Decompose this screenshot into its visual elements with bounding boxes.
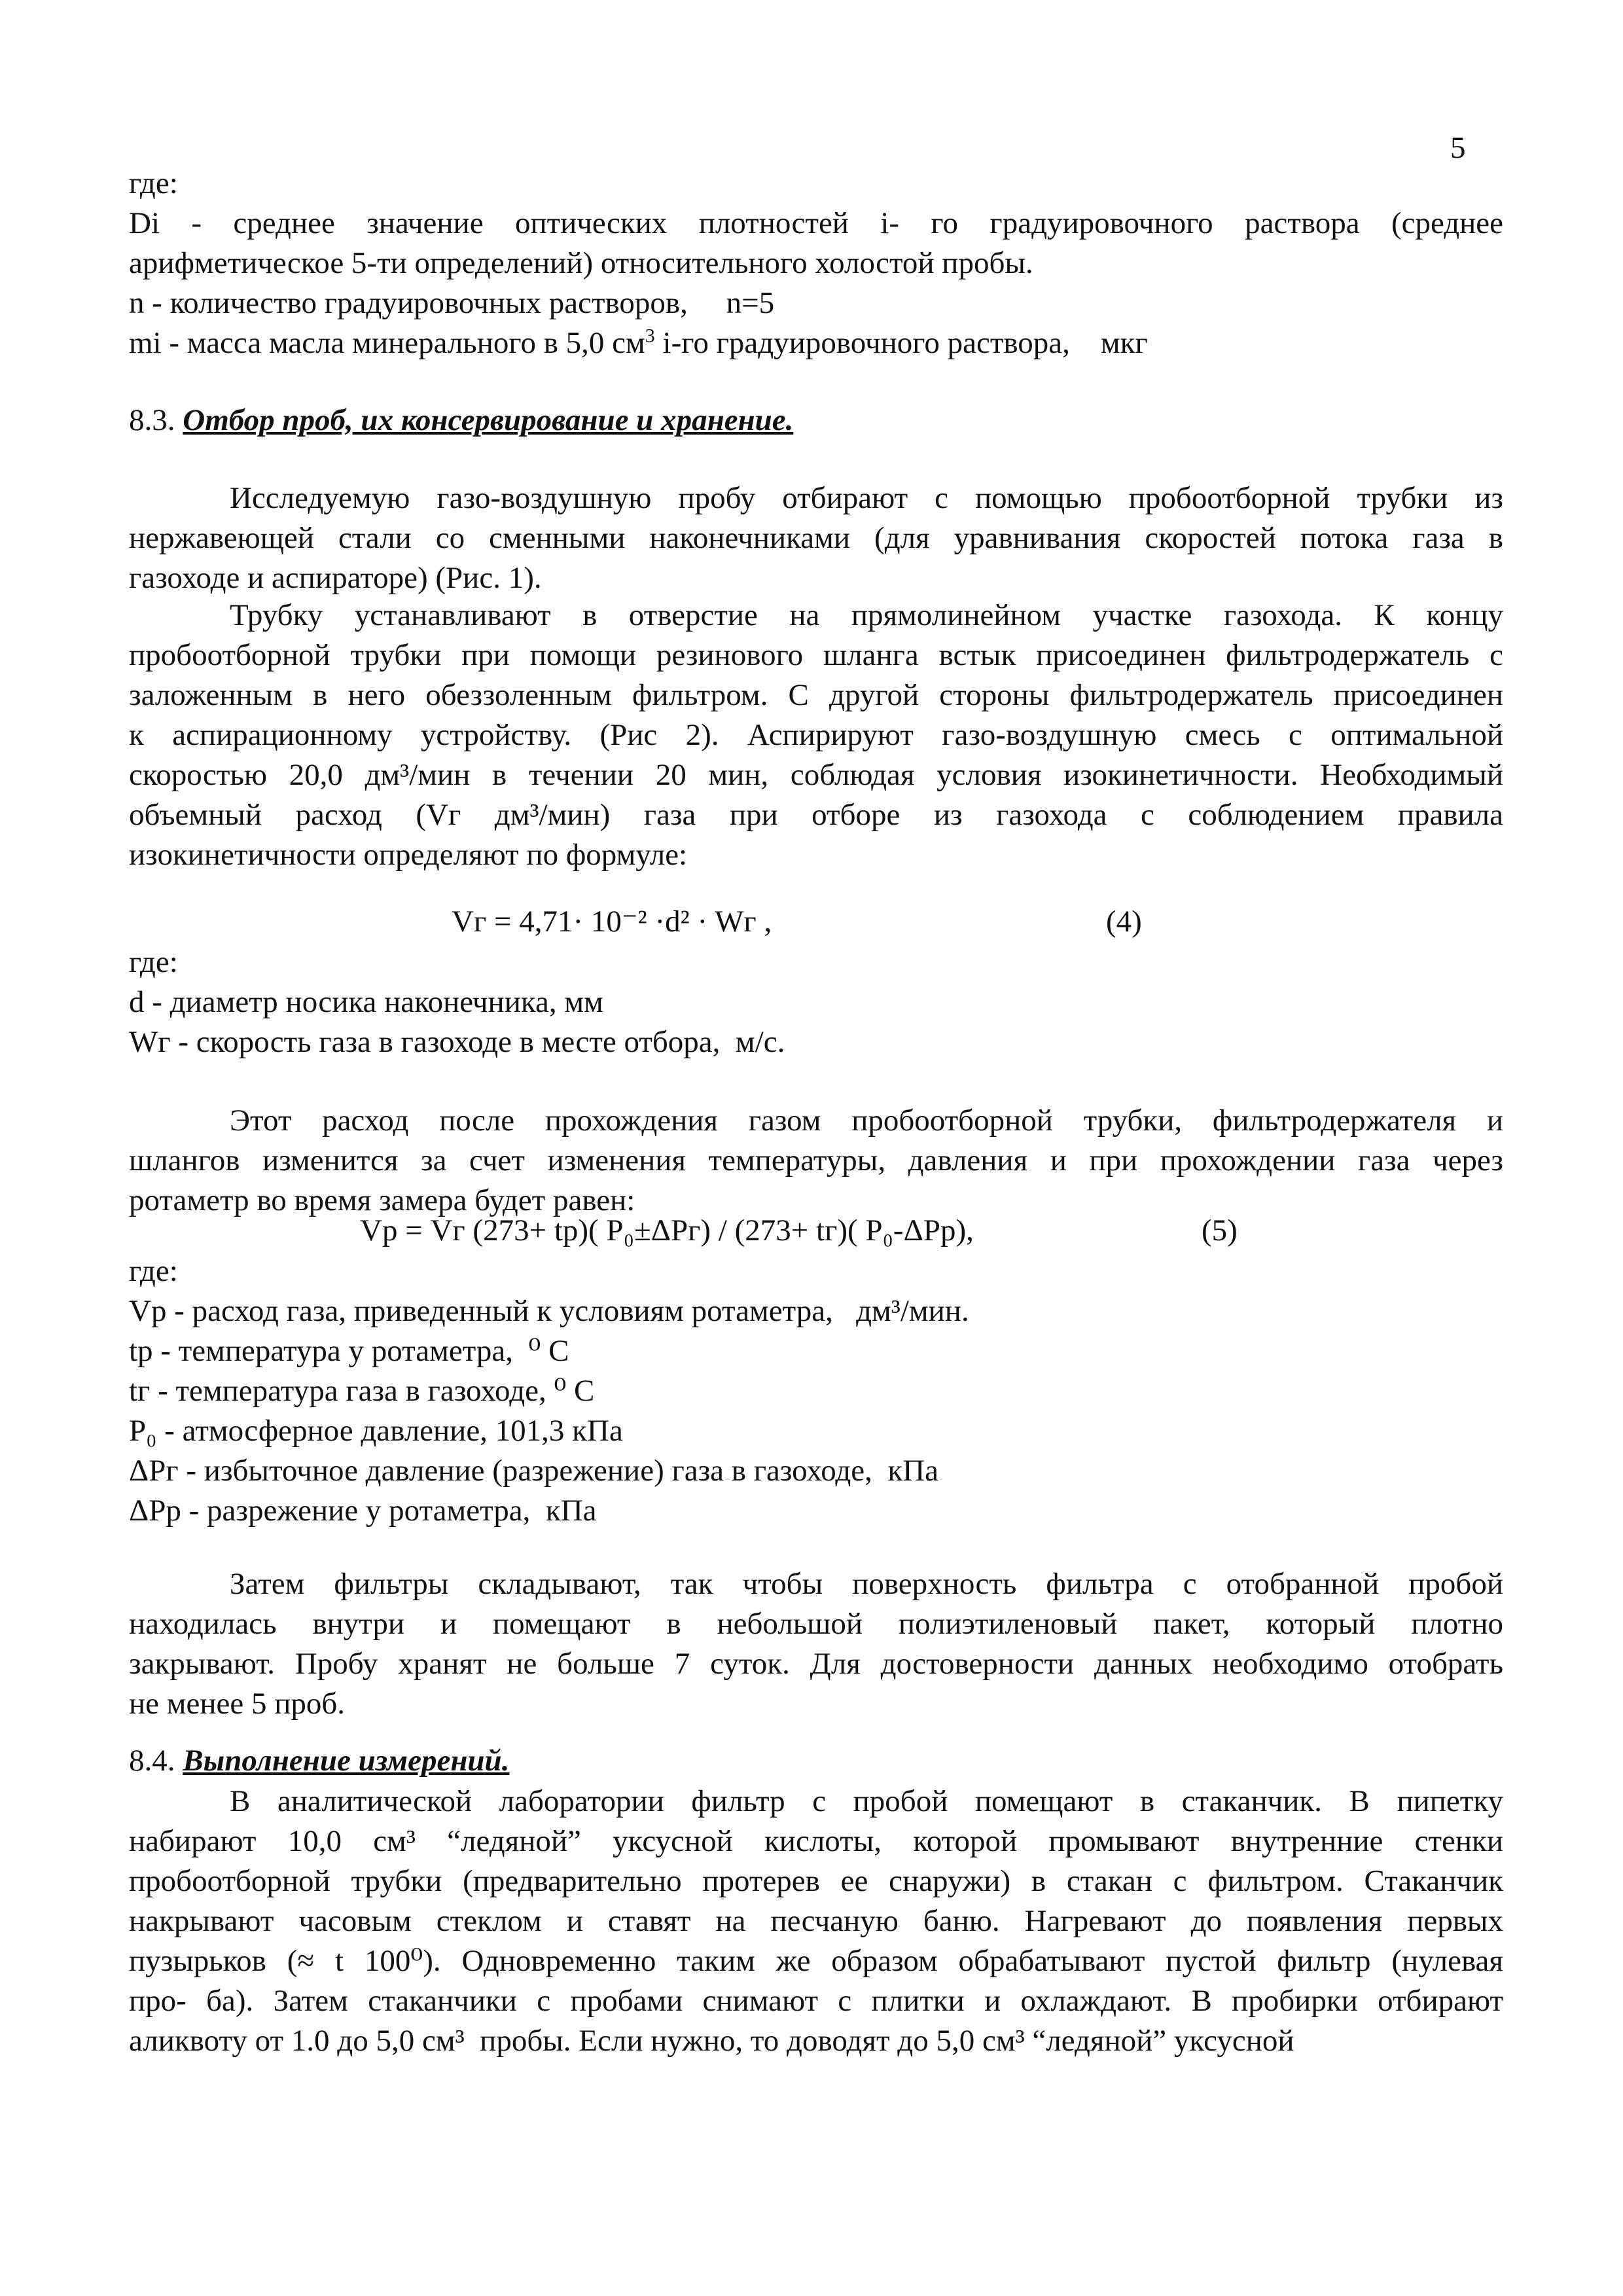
paragraph-line: заложенным в него обеззоленным фильтром. С другой стороны фильтродержатель присоединен [129, 678, 1503, 712]
section-8-3-paragraph-1 [129, 478, 1503, 598]
definition-line: ΔPр - разрежение у ротаметра, кПа [129, 1494, 597, 1528]
paragraph-line: набирают 10,0 см³ “ледяной” уксусной кислоты, которой промывают внутренние стенки [129, 1824, 1503, 1858]
di-definition-line-2: арифметическое 5-ти определений) относительного холостой пробы. [129, 246, 1033, 280]
mi-definition-part-b: i-го градуировочного раствора, мкг [654, 326, 1148, 360]
page-number: 5 [1450, 131, 1466, 165]
d-definition: d - диаметр носика наконечника, мм [129, 985, 603, 1019]
section-8-4-heading [129, 1741, 1503, 1781]
n-definition: n - количество градуировочных растворов, n=5 [129, 286, 775, 320]
section-8-3-number: 8.3. [129, 403, 183, 437]
paragraph-line: пробоотборной трубки при помощи резинового шланга встык присоединен фильтродержатель с [129, 638, 1503, 672]
paragraph-line: газоходе и аспираторе) (Рис. 1). [129, 561, 542, 595]
section-8-3-paragraph-2 [129, 596, 1503, 875]
paragraph-line: к аспирационному устройству. (Рис 2). Аспирируют газо-воздушную смесь с оптимальной [129, 718, 1503, 752]
paragraph-line: закрывают. Пробу хранят не больше 7 суток. Для достоверности данных необходимо отобрать [129, 1647, 1503, 1681]
paragraph-line: скоростью 20,0 дм³/мин в течении 20 мин, соблюдая условия изокинетичности. Необходимый [129, 758, 1503, 792]
formula-4-number: (4) [1106, 905, 1142, 939]
paragraph-line: ротаметр во время замера будет равен: [129, 1183, 635, 1217]
section-8-4-paragraph-1 [129, 1782, 1503, 2061]
formula-4: Vг = 4,71· 10⁻² ·d² · Wг , [452, 905, 772, 939]
paragraph-line: накрывают часовым стеклом и ставят на песчаную баню. Нагревают до появления первых [129, 1904, 1503, 1938]
di-definition-line-1: Di - среднее значение оптических плотностей i- го градуировочного раствора (среднее [129, 206, 1503, 240]
definition-line: tг - температура газа в газоходе, ⁰ С [129, 1374, 595, 1408]
formula-4-definitions [129, 942, 1503, 1062]
definition-line: ΔPг - избыточное давление (разрежение) газа в газоходе, кПа [129, 1454, 939, 1488]
mi-definition-sup: 3 [645, 325, 655, 347]
paragraph-line: изокинетичности определяют по формуле: [129, 838, 688, 872]
section-8-3-heading [129, 401, 1503, 440]
section-8-3-paragraph-4 [129, 1564, 1503, 1724]
where-label: где: [129, 1254, 178, 1288]
section-8-3-paragraph-3 [129, 1101, 1503, 1221]
paragraph-line: находилась внутри и помещают в небольшой полиэтиленовый пакет, который плотно [129, 1607, 1503, 1641]
paragraph-line: аликвоту от 1.0 до 5,0 см³ пробы. Если нужно, то доводят до 5,0 см³ “ледяной” уксусной [129, 2024, 1294, 2058]
section-8-3-title: Отбор проб, их консервирование и хранение. [183, 403, 794, 437]
paragraph-line: Затем фильтры складывают, так чтобы поверхность фильтра с отобранной пробой [230, 1567, 1503, 1601]
paragraph-line: Трубку устанавливают в отверстие на прямолинейном участке газохода. К концу [230, 598, 1503, 632]
definition-line: Vр - расход газа, приведенный к условиям ротаметра, дм³/мин. [129, 1294, 969, 1328]
paragraph-line: пробоотборной трубки (предварительно протерев ее снаружи) в стакан с фильтром. Стаканчик [129, 1864, 1503, 1898]
where-label: где: [129, 166, 178, 200]
definition-line: P₀ - атмосферное давление, 101,3 кПа [129, 1414, 623, 1448]
w-definition: Wг - скорость газа в газоходе в месте отбора, м/с. [129, 1025, 785, 1059]
paragraph-line: В аналитической лаборатории фильтр с пробой помещают в стаканчик. В пипетку [230, 1784, 1503, 1818]
formula-5-number: (5) [1202, 1213, 1238, 1247]
paragraph-line: Этот расход после прохождения газом пробоотборной трубки, фильтродержателя и [230, 1103, 1503, 1138]
definitions-block-1 [129, 164, 1503, 363]
mi-definition [129, 323, 1503, 363]
formula-5-definitions [129, 1251, 1503, 1531]
mi-definition-part-a: mi - масса масла минерального в 5,0 см [129, 326, 645, 360]
paragraph-line: Исследуемую газо-воздушную пробу отбирают с помощью пробоотборной трубки из [230, 481, 1503, 515]
paragraph-line: нержавеющей стали со сменными наконечниками (для уравнивания скоростей потока газа в [129, 521, 1503, 555]
paragraph-line: пузырьков (≈ t 100⁰). Одновременно таким же образом обрабатывают пустой фильтр (нулевая [129, 1944, 1503, 1978]
paragraph-line: про- ба). Затем стаканчики с пробами снимают с плитки и охлаждают. В пробирки отбирают [129, 1984, 1503, 2018]
paragraph-line: объемный расход (Vг дм³/мин) газа при отборе из газохода с соблюдением правила [129, 798, 1503, 832]
section-8-4-title: Выполнение измерений. [183, 1744, 510, 1778]
formula-5: Vр = Vг (273+ tр)( P₀±ΔPг) / (273+ tг)( P₀-ΔPр), [360, 1213, 974, 1247]
paragraph-line: шлангов изменится за счет изменения температуры, давления и при прохождении газа через [129, 1143, 1503, 1177]
where-label: где: [129, 945, 178, 979]
definition-line: tр - температура у ротаметра, ⁰ С [129, 1334, 569, 1368]
section-8-4-number: 8.4. [129, 1744, 183, 1778]
paragraph-line: не менее 5 проб. [129, 1687, 346, 1721]
